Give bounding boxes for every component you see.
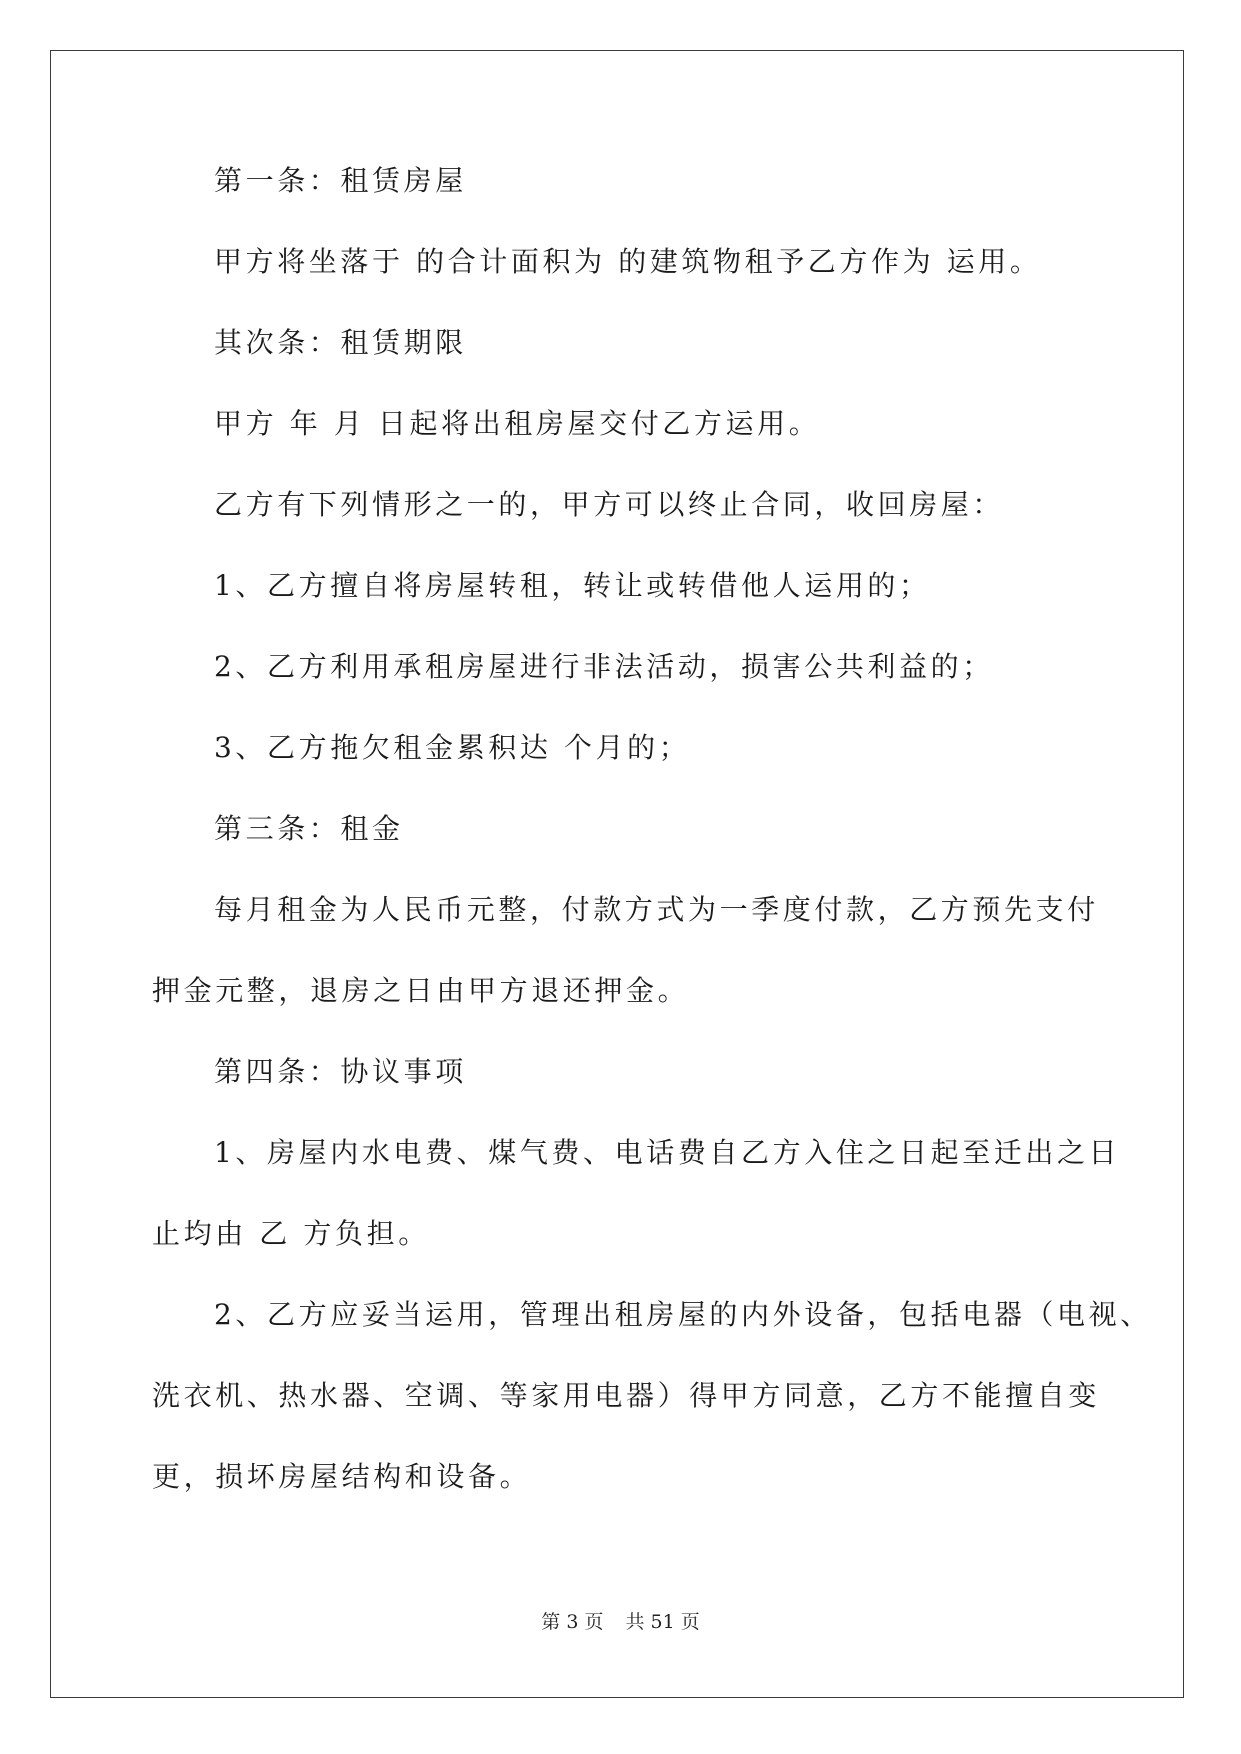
document-body [152, 160, 1152, 1498]
paragraph-condition-3 [152, 727, 1087, 769]
page-footer [0, 1610, 1241, 1634]
paragraph-line: 2、乙方应妥当运用，管理出租房屋的内外设备，包括电器（电视、 [214, 1298, 1152, 1331]
total-pages: 共 51 页 [625, 1611, 700, 1633]
paragraph-line: 甲方 年 月 日起将出租房屋交付乙方运用。 [214, 407, 821, 440]
paragraph-condition-1 [152, 565, 1087, 607]
paragraph-termination-conditions [152, 484, 1087, 526]
paragraph-property-location [152, 241, 1087, 283]
paragraph-line: 1、乙方擅自将房屋转租，转让或转借他人运用的； [214, 569, 931, 602]
paragraph-article-2-heading [152, 322, 1087, 364]
paragraph-article-4-heading [152, 1051, 1087, 1093]
paragraph-line: 2、乙方利用承租房屋进行非法活动，损害公共利益的； [214, 650, 994, 683]
paragraph-condition-2 [152, 646, 1087, 688]
paragraph-line: 甲方将坐落于 的合计面积为 的建筑物租予乙方作为 运用。 [214, 245, 1042, 278]
paragraph-delivery-date [152, 403, 1087, 445]
paragraph-line: 止均由 乙 方负担。 [152, 1217, 430, 1250]
paragraph-line: 其次条：租赁期限 [214, 326, 467, 359]
paragraph-line: 1、房屋内水电费、煤气费、电话费自乙方入住之日起至迁出之日 [214, 1136, 1121, 1169]
paragraph-utilities [152, 1132, 1121, 1255]
paragraph-rent-terms [152, 889, 1099, 1012]
paragraph-line: 第三条：租金 [214, 812, 404, 845]
paragraph-equipment [152, 1294, 1152, 1498]
page-number: 第 3 页 [541, 1611, 604, 1633]
paragraph-article-3-heading [152, 808, 1087, 850]
paragraph-line: 更，损坏房屋结构和设备。 [152, 1460, 532, 1493]
paragraph-line: 第四条：协议事项 [214, 1055, 467, 1088]
paragraph-line: 每月租金为人民币元整，付款方式为一季度付款，乙方预先支付 [214, 893, 1099, 926]
paragraph-line: 洗衣机、热水器、空调、等家用电器）得甲方同意，乙方不能擅自变 [152, 1379, 1101, 1412]
paragraph-line: 3、乙方拖欠租金累积达 个月的； [214, 731, 691, 764]
paragraph-line: 押金元整，退房之日由甲方退还押金。 [152, 974, 690, 1007]
paragraph-line: 第一条：租赁房屋 [214, 164, 467, 197]
paragraph-line: 乙方有下列情形之一的，甲方可以终止合同，收回房屋： [214, 488, 1005, 521]
paragraph-article-1-heading [152, 160, 1087, 202]
